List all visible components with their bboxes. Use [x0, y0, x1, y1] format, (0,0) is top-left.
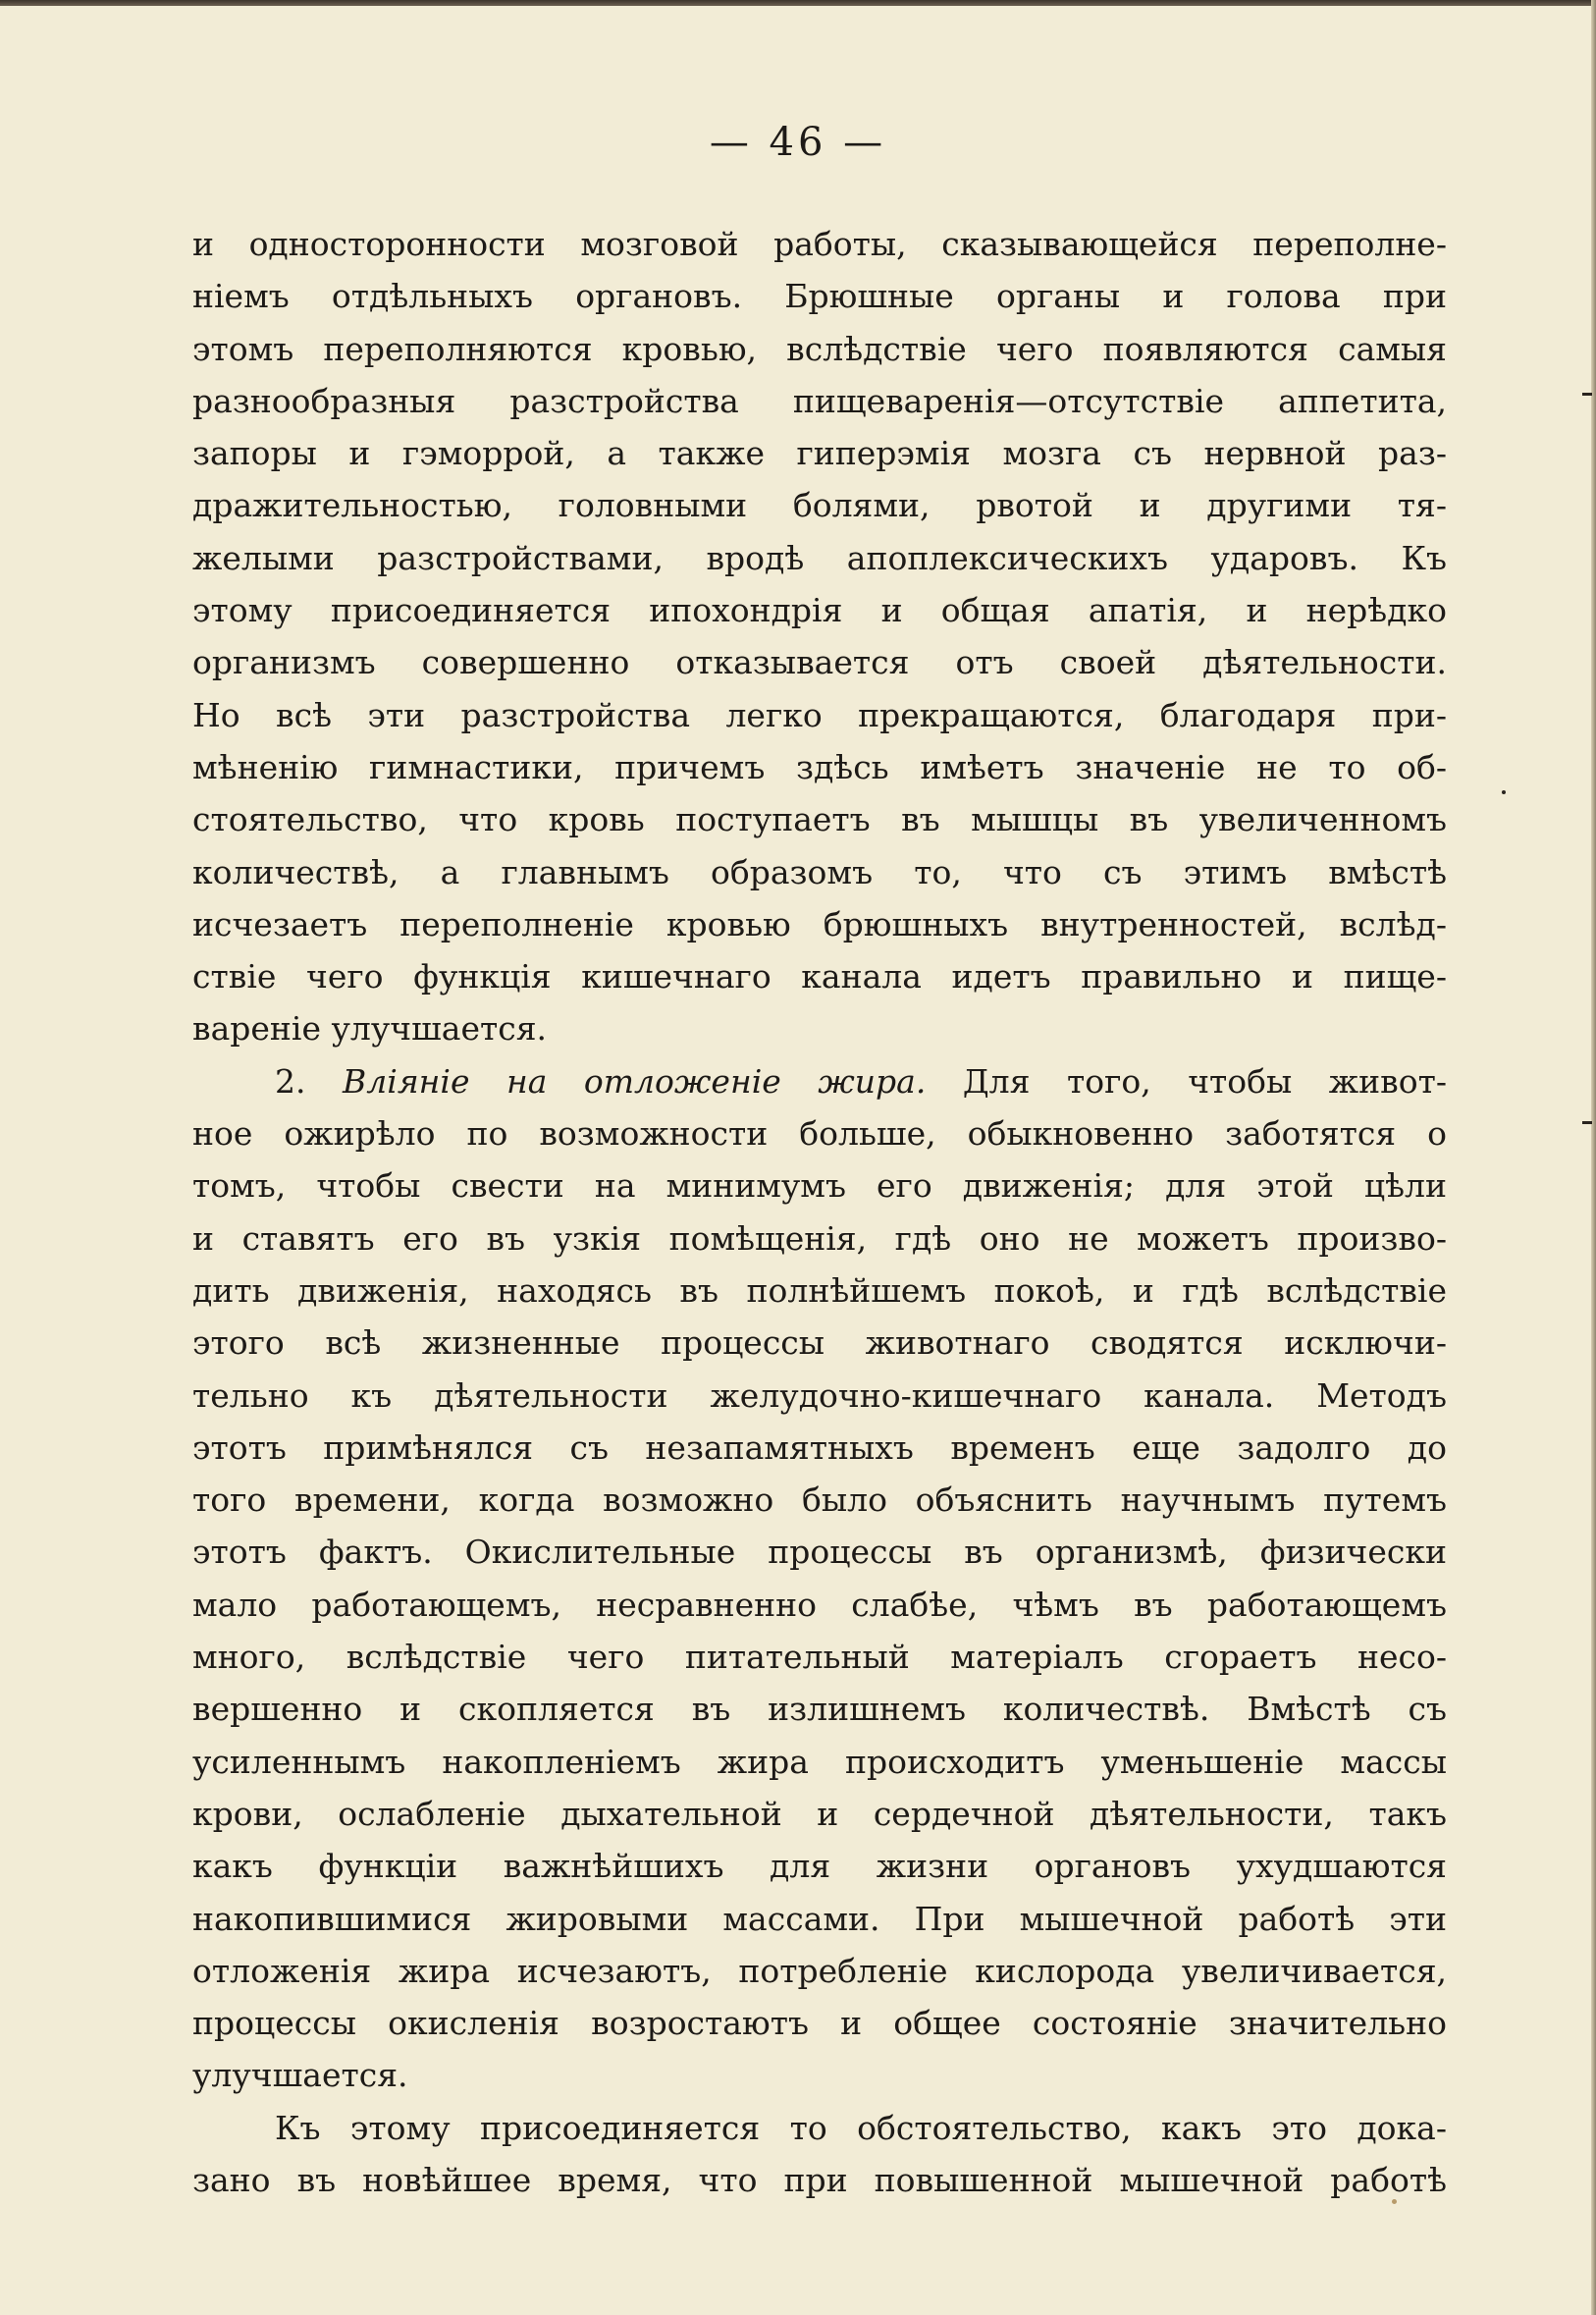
text-line: какъ функціи важнѣйшихъ для жизни органовъ ухудшаются — [192, 1847, 1447, 1886]
text-line: накопившимися жировыми массами. При мышечной работѣ эти — [192, 1899, 1447, 1938]
text-line: стоятельство, что кровь поступаетъ въ мышцы въ увеличенномъ — [192, 800, 1447, 839]
scan-speck — [1392, 2199, 1397, 2204]
text-line: Къ этому присоединяется то обстоятельство, какъ это дока- — [275, 2108, 1447, 2147]
text-line: и односторонности мозговой работы, сказывающейся переполне- — [192, 225, 1447, 263]
scan-speck — [1502, 790, 1506, 794]
text-line: процессы окисленія возростаютъ и общее состояніе значительно — [192, 2004, 1447, 2043]
section-heading: Вліяніе на отложеніе жира. — [343, 1061, 927, 1101]
page-number: — 46 — — [709, 120, 887, 165]
text-line: ное ожирѣло по возможности больше, обыкновенно заботятся о — [192, 1114, 1447, 1154]
scan-speck — [1582, 393, 1592, 396]
section-heading-line — [192, 1055, 1447, 1107]
text-line: этого всѣ жизненные процессы животнаго сводятся исключи- — [192, 1323, 1447, 1363]
text-line: организмъ совершенно отказывается отъ своей дѣятельности. — [192, 643, 1447, 682]
text-line: томъ, чтобы свести на минимумъ его движенія; для этой цѣли — [192, 1166, 1447, 1206]
text-line: того времени, когда возможно было объяснить научнымъ путемъ — [192, 1481, 1447, 1520]
text-line: запоры и гэморрой, а также гиперэмія мозга съ нервной раз- — [192, 434, 1447, 473]
text-line: тельно къ дѣятельности желудочно-кишечнаго канала. Методъ — [192, 1375, 1447, 1415]
body-text — [192, 218, 1447, 2206]
text-line: мѣненію гимнастики, причемъ здѣсь имѣетъ значеніе не то об- — [192, 747, 1447, 786]
text-line: вершенно и скопляется въ излишнемъ количествѣ. Вмѣстѣ съ — [192, 1690, 1447, 1729]
text-line: ствіе чего функція кишечнаго канала идетъ правильно и пище- — [192, 957, 1447, 996]
section-number: 2. — [275, 1061, 306, 1101]
text-line: и ставятъ его въ узкія помѣщенія, гдѣ оно не можетъ произво- — [192, 1218, 1447, 1258]
text-line: этому присоединяется ипохондрія и общая апатія, и нерѣдко — [192, 591, 1447, 630]
text-line: вареніе улучшается. — [192, 1009, 548, 1049]
text-line: этотъ фактъ. Окислительные процессы въ организмѣ, физически — [192, 1533, 1447, 1572]
text-line: этотъ примѣнялся съ незапамятныхъ временъ еще задолго до — [192, 1427, 1447, 1467]
text-line: много, вслѣдствіе чего питательный матеріалъ сгораетъ несо- — [192, 1638, 1447, 1677]
text-line-rest: Для того, чтобы живот- — [962, 1061, 1447, 1101]
text-line: крови, ослабленіе дыхательной и сердечной дѣятельности, такъ — [192, 1794, 1447, 1833]
text-line: разнообразныя разстройства пищеваренія—отсутствіе аппетита, — [192, 381, 1447, 420]
text-line: дить движенія, находясь въ полнѣйшемъ покоѣ, и гдѣ вслѣдствіе — [192, 1270, 1447, 1310]
text-line: количествѣ, а главнымъ образомъ то, что съ этимъ вмѣстѣ — [192, 852, 1447, 891]
text-line: желыми разстройствами, вродѣ апоплексическихъ ударовъ. Къ — [192, 538, 1447, 577]
scan-speck — [1582, 1121, 1592, 1124]
page-right-edge — [1591, 0, 1596, 2315]
text-line: отложенія жира исчезаютъ, потребленіе кислорода увеличивается, — [192, 1951, 1447, 1990]
page-top-edge — [0, 0, 1596, 6]
text-line: мало работающемъ, несравненно слабѣе, чѣмъ въ работающемъ — [192, 1585, 1447, 1624]
text-line: этомъ переполняются кровью, вслѣдствіе чего появляются самыя — [192, 329, 1447, 368]
text-line: исчезаетъ переполненіе кровью брюшныхъ внутренностей, вслѣд- — [192, 904, 1447, 943]
text-line: усиленнымъ накопленіемъ жира происходитъ уменьшеніе массы — [192, 1742, 1447, 1781]
text-line: улучшается. — [192, 2056, 408, 2095]
text-line: дражительностью, головными болями, рвотой и другими тя- — [192, 486, 1447, 525]
text-line: зано въ новѣйшее время, что при повышенной мышечной работѣ — [192, 2160, 1447, 2199]
text-line: Но всѣ эти разстройства легко прекращаются, благодаря при- — [192, 695, 1447, 734]
text-line: ніемъ отдѣльныхъ органовъ. Брюшные органы и голова при — [192, 277, 1447, 316]
